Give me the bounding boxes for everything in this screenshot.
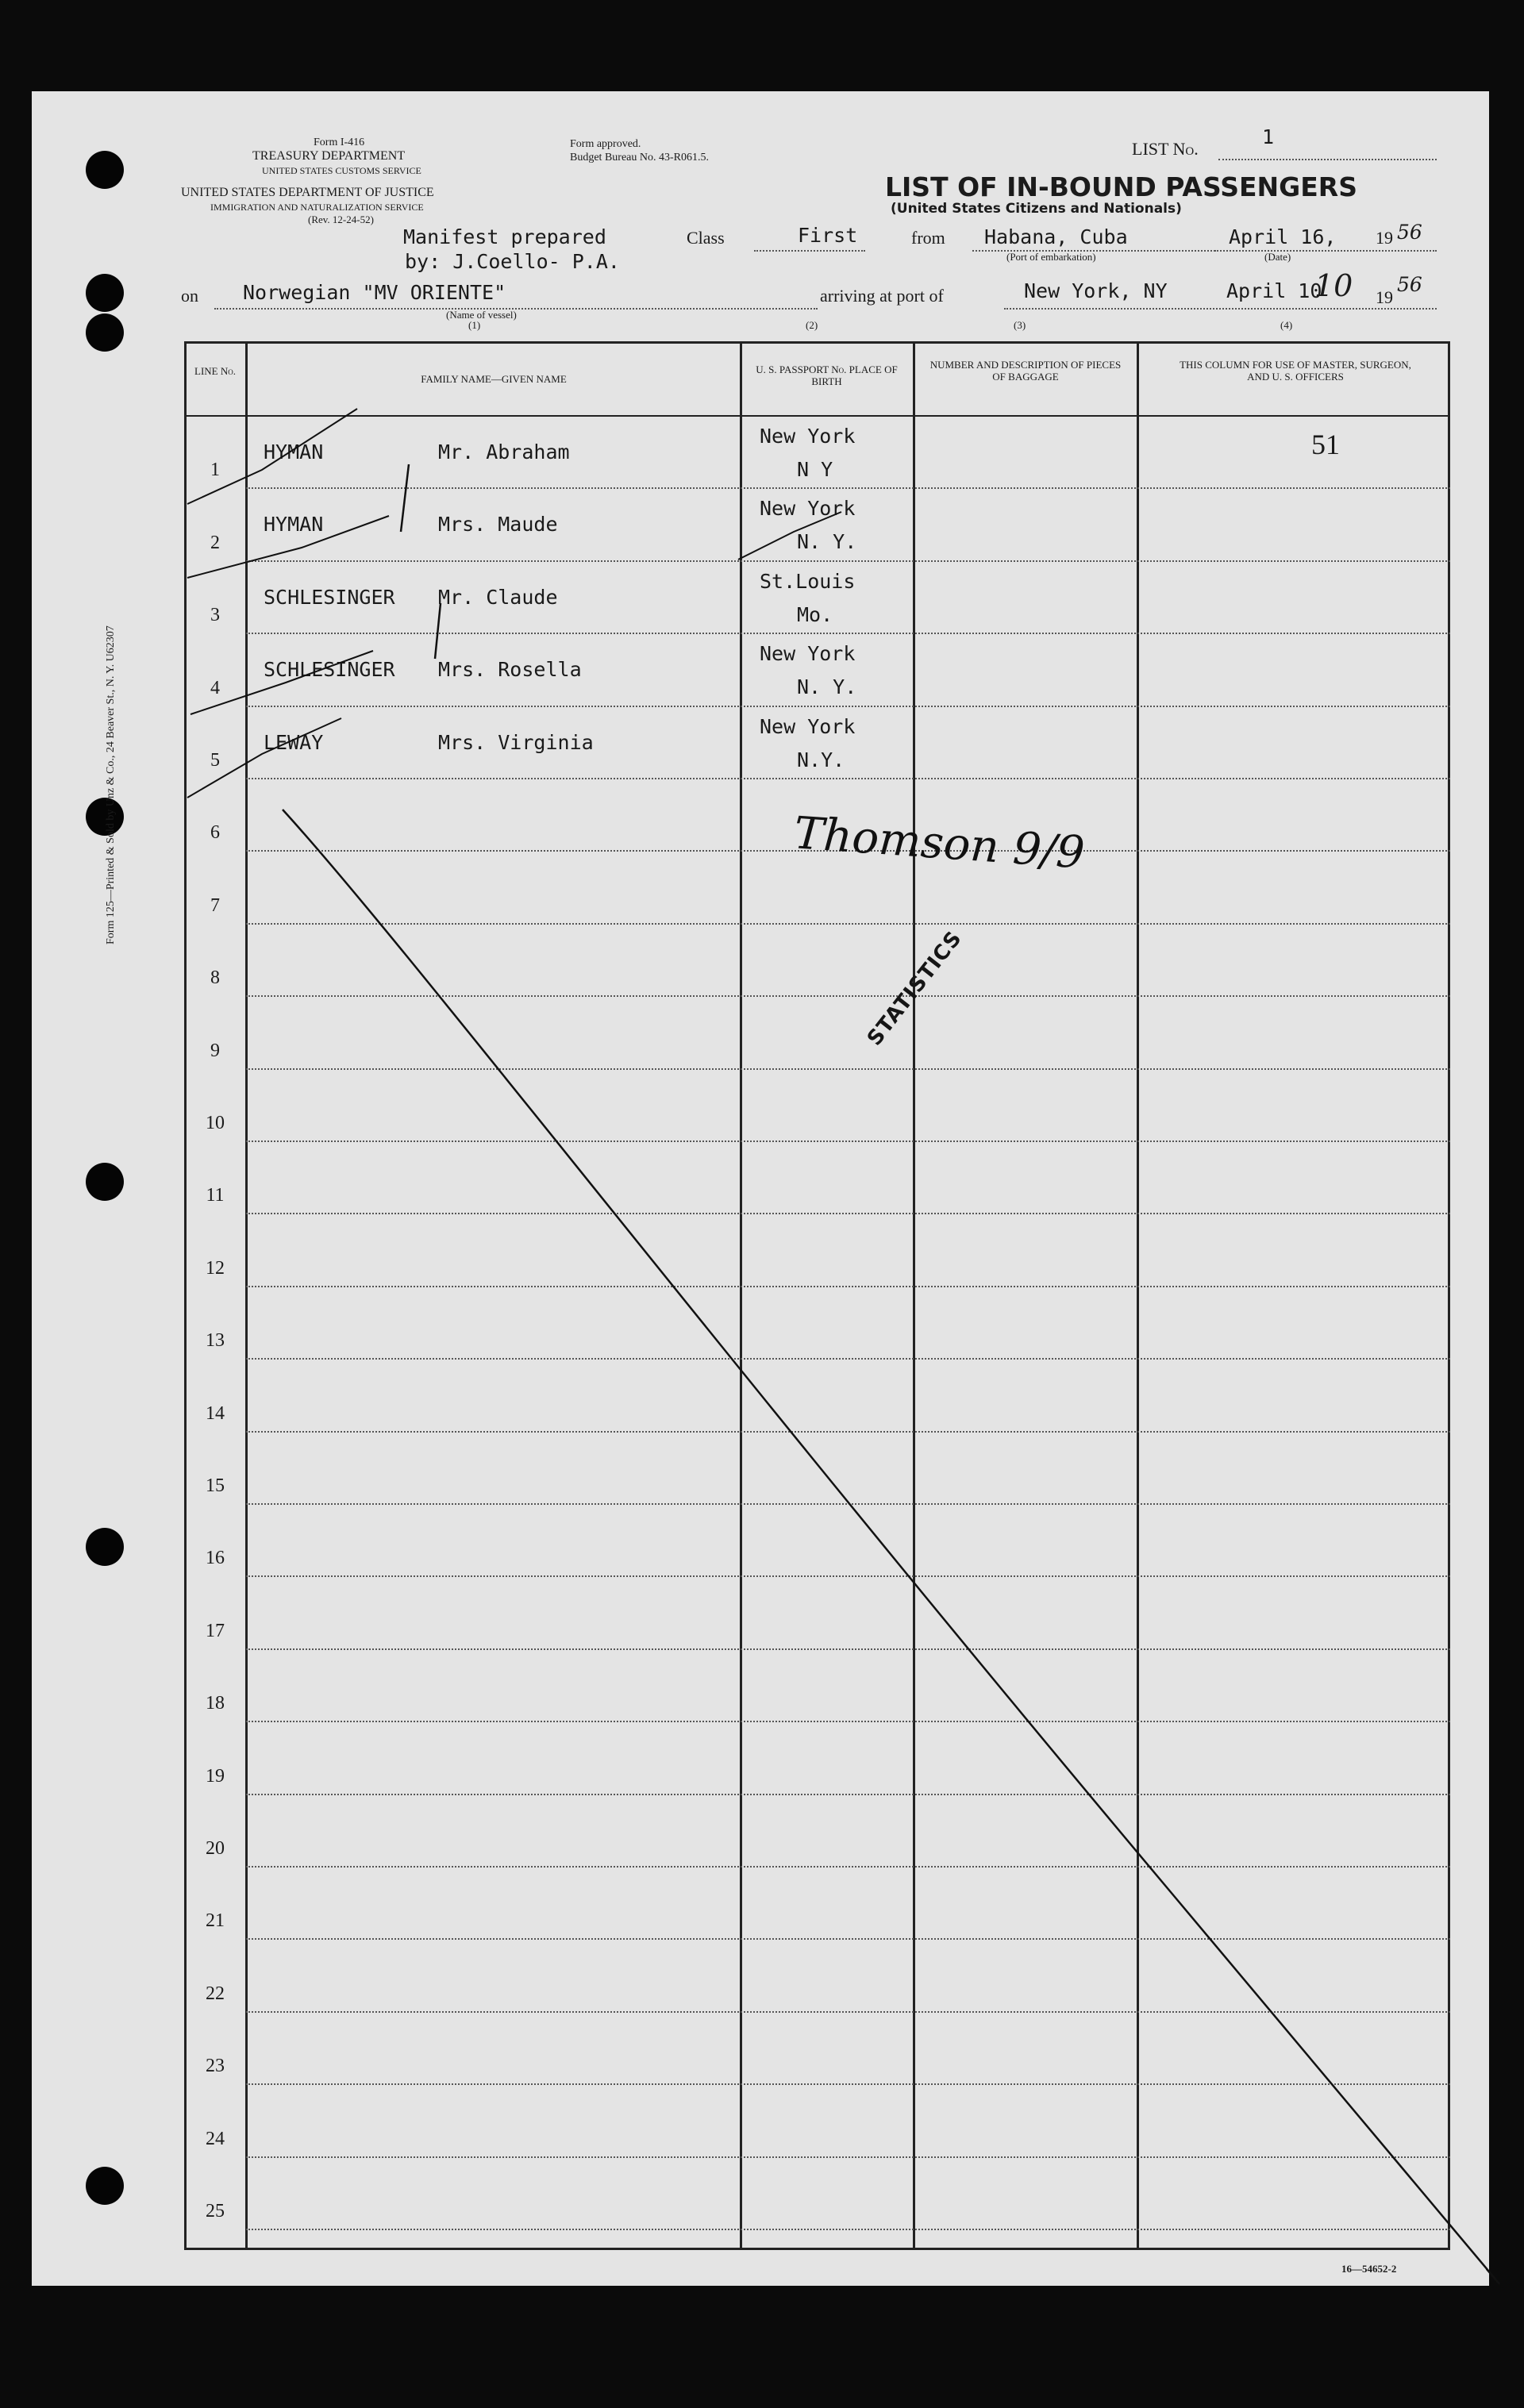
line-number: 7 xyxy=(210,894,220,916)
line-number: 14 xyxy=(206,1402,225,1424)
place-of-birth-line2: Mo. xyxy=(797,602,833,626)
row-dotted-line xyxy=(246,2229,1450,2230)
given-name: Mr. Claude xyxy=(438,585,558,609)
list-no-value: 1 xyxy=(1262,125,1275,148)
justice-dept: UNITED STATES DEPARTMENT OF JUSTICE xyxy=(181,186,434,199)
page-subtitle: (United States Citizens and Nationals) xyxy=(891,201,1182,217)
year1-value: 56 xyxy=(1397,221,1422,244)
line-number: 11 xyxy=(206,1185,225,1206)
table-top-border xyxy=(184,341,1450,344)
table-row xyxy=(184,1505,1450,1577)
place-of-birth-line1: New York xyxy=(760,714,856,738)
line-number: 21 xyxy=(206,1910,225,1932)
line-number: 9 xyxy=(210,1040,220,1061)
footer-code: 16—54652-2 xyxy=(1341,2263,1397,2275)
form-number: Form I-416 xyxy=(314,137,365,148)
table-row xyxy=(184,1070,1450,1142)
line-number: 10 xyxy=(206,1112,225,1133)
family-name: HYMAN xyxy=(264,513,324,537)
class-line xyxy=(754,250,865,252)
given-name: Mr. Abraham xyxy=(438,440,570,464)
table-row xyxy=(184,997,1450,1069)
line-number: 18 xyxy=(206,1693,225,1714)
caption-2: (2) xyxy=(806,319,818,331)
treasury-dept: TREASURY DEPARTMENT xyxy=(252,149,406,163)
date2-day-hand: 10 xyxy=(1314,268,1353,303)
budget-bureau: Budget Bureau No. 43-R061.5. xyxy=(570,152,709,163)
arriving-label: arriving at port of xyxy=(820,286,944,306)
table-row xyxy=(184,417,1450,489)
table-row xyxy=(184,1940,1450,2012)
list-no-line xyxy=(1218,159,1437,160)
arrival-line xyxy=(1004,308,1437,310)
place-of-birth-line2: N. Y. xyxy=(797,675,857,699)
form-approved: Form approved. xyxy=(570,138,641,150)
table-row xyxy=(184,1287,1450,1360)
col-header-officers: THIS COLUMN FOR USE OF MASTER, SURGEON, AND U. S. OFFICERS xyxy=(1180,359,1411,383)
list-no-label: LIST No. xyxy=(1132,139,1199,159)
binder-hole xyxy=(86,151,124,189)
place-of-birth-line2: N.Y. xyxy=(797,748,845,771)
table-row xyxy=(184,852,1450,924)
binder-hole xyxy=(86,274,124,312)
given-name: Mrs. Rosella xyxy=(438,658,582,682)
statistics-stamp: STATISTICS xyxy=(863,926,968,1051)
table-row xyxy=(184,1577,1450,1649)
line-number: 25 xyxy=(206,2200,225,2221)
table-row xyxy=(184,707,1450,779)
col-header-passport: U. S. PASSPORT No. PLACE OF BIRTH xyxy=(756,364,898,387)
port-embark-caption: (Port of embarkation) xyxy=(1006,251,1096,263)
manifest-prepared: Manifest prepared xyxy=(403,225,606,248)
class-value: First xyxy=(798,224,858,247)
table-row xyxy=(184,634,1450,706)
table-row xyxy=(184,1214,1450,1287)
year2-value: 56 xyxy=(1397,273,1422,296)
family-name: SCHLESINGER xyxy=(264,585,395,609)
port-arrival-value: New York, NY xyxy=(1024,279,1168,302)
line-number: 5 xyxy=(210,749,220,771)
binder-hole xyxy=(86,2167,124,2205)
line-number: 8 xyxy=(210,967,220,989)
col-header-line-no: LINE No. xyxy=(194,365,236,377)
table-row xyxy=(184,2085,1450,2157)
line-number: 22 xyxy=(206,1983,225,2004)
line-number: 19 xyxy=(206,1765,225,1787)
table-row xyxy=(184,1722,1450,1794)
line-number: 16 xyxy=(206,1548,225,1569)
place-of-birth-line1: New York xyxy=(760,425,856,448)
binder-hole xyxy=(86,314,124,352)
vessel-caption: (Name of vessel) xyxy=(446,309,517,321)
table-row xyxy=(184,489,1450,561)
inspector-signature: Thomson 9/9 xyxy=(792,807,1087,879)
table-row xyxy=(184,925,1450,997)
date-caption: (Date) xyxy=(1264,251,1291,263)
binder-hole xyxy=(86,1163,124,1201)
line-number: 3 xyxy=(210,605,220,626)
vessel-value: Norwegian "MV ORIENTE" xyxy=(243,281,506,304)
table-row xyxy=(184,1868,1450,1940)
side-printer-note: Form 125—Printed & Sold by Unz & Co., 24 Beaver St., N. Y. U62307 xyxy=(105,625,117,944)
line-number: 12 xyxy=(206,1257,225,1279)
caption-1: (1) xyxy=(468,319,481,331)
table-row xyxy=(184,1142,1450,1214)
line-number: 4 xyxy=(210,677,220,698)
place-of-birth-line1: New York xyxy=(760,497,856,521)
table-row xyxy=(184,2158,1450,2230)
caption-3: (3) xyxy=(1014,319,1026,331)
revision: (Rev. 12-24-52) xyxy=(308,213,374,225)
caption-4: (4) xyxy=(1280,319,1293,331)
table-row xyxy=(184,1360,1450,1432)
family-name: LEWAY xyxy=(264,730,324,754)
place-of-birth-line1: New York xyxy=(760,642,856,666)
manifest-prepared-by: by: J.Coello- P.A. xyxy=(405,250,620,273)
binder-hole xyxy=(86,1528,124,1566)
table-bottom-border xyxy=(184,2248,1450,2250)
year1-prefix: 19 xyxy=(1376,228,1393,248)
place-of-birth-line2: N Y xyxy=(797,458,833,481)
officer-note: 51 xyxy=(1311,429,1340,460)
date2-value: April 10 xyxy=(1226,279,1322,302)
col-header-name: FAMILY NAME—GIVEN NAME xyxy=(421,373,567,385)
ins-service: IMMIGRATION AND NATURALIZATION SERVICE xyxy=(210,202,424,213)
table-row xyxy=(184,1795,1450,1868)
line-number: 1 xyxy=(210,460,220,481)
line-number: 17 xyxy=(206,1620,225,1641)
place-of-birth-line2: N. Y. xyxy=(797,530,857,554)
line-number: 13 xyxy=(206,1330,225,1352)
line-number: 24 xyxy=(206,2128,225,2149)
line-number: 15 xyxy=(206,1475,225,1496)
line-number: 6 xyxy=(210,822,220,844)
line-number: 2 xyxy=(210,532,220,553)
date1-line xyxy=(1214,250,1437,252)
line-number: 20 xyxy=(206,1837,225,1859)
passenger-table xyxy=(184,341,1450,2250)
table-row xyxy=(184,562,1450,634)
on-label: on xyxy=(181,286,198,306)
year2-prefix: 19 xyxy=(1376,287,1393,307)
table-row xyxy=(184,2013,1450,2085)
line-number: 23 xyxy=(206,2056,225,2077)
page-title: LIST OF IN-BOUND PASSENGERS xyxy=(885,171,1357,202)
from-value: Habana, Cuba xyxy=(984,225,1128,248)
table-row xyxy=(184,1433,1450,1505)
given-name: Mrs. Maude xyxy=(438,513,558,537)
date1-value: April 16, xyxy=(1229,225,1337,248)
given-name: Mrs. Virginia xyxy=(438,730,594,754)
family-name: HYMAN xyxy=(264,440,324,464)
class-label: Class xyxy=(687,228,725,248)
place-of-birth-line1: St.Louis xyxy=(760,569,856,593)
from-label: from xyxy=(911,228,945,248)
col-header-baggage: NUMBER AND DESCRIPTION OF PIECES OF BAGGAGE xyxy=(929,359,1122,383)
table-row xyxy=(184,1650,1450,1722)
family-name: SCHLESINGER xyxy=(264,658,395,682)
customs-service: UNITED STATES CUSTOMS SERVICE xyxy=(262,165,421,176)
